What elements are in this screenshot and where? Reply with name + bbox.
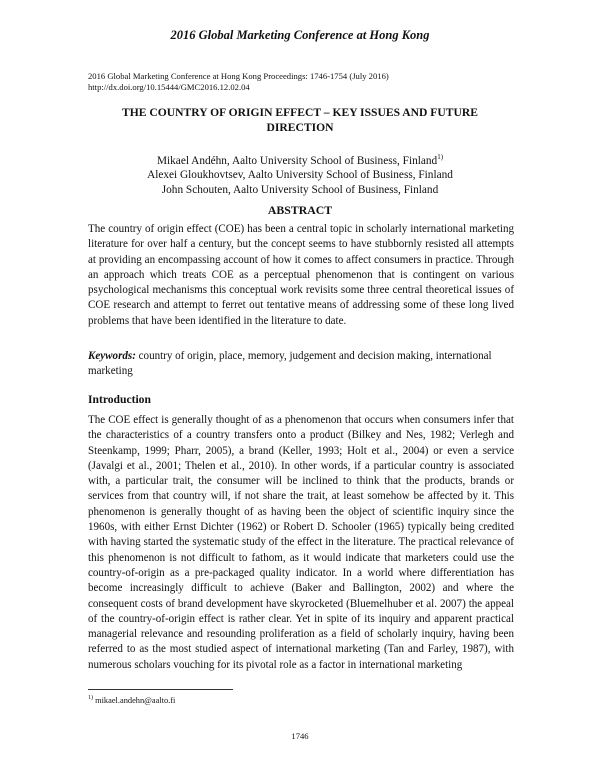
introduction-text: The COE effect is generally thought of as a phenomenon that occurs when consumers infer that the characteristics of a country transfers onto a product (Bilkey and Nes, 1982; Verlegh and Steenkamp, 1999; Pharr, 2005), a brand (Keller, 1993; Holt et al., 2004) or even a service (Javalgi et al., 2001; Thelen et al., 2010). In other words, if a particular country is associated with, a particular trait, the consumer will be inclined to think that the products, brands or services from that country will, if not share the trait, at least somehow be affected by it. This phenomenon is generally thought of as having been the object of scientific inquiry since the 1960s, with either Ernst Dichter (1962) or Robert D. Schooler (1965) typically being credited with having started the systematic study of the effect in the literature. The practical relevance of this phenomenon is not difficult to fathom, as it would indicate that marketers could use the country-of-origin as a pre-packaged quality indicator. In a world where differentiation has become increasingly difficult to achieve (Baker and Ballington, 2002) and where the consequent costs of brand development have skyrocketed (Bluemelhuber et al. 2007) the appeal of the country-of-origin effect is rather clear. Yet in spite of its inquiry and apparent practical managerial relevance and resounding proliferation as a field of scholarly inquiry, having been referred to as the most studied aspect of international marketing (Tan and Farley, 1987), with numerous scholars vouching for its pivotal role as a factor in international marketing — [88, 414, 514, 671]
footnote-divider — [88, 689, 233, 690]
doi-link[interactable]: http://dx.doi.org/10.15444/GMC2016.12.02.04 — [88, 82, 250, 92]
keywords — [88, 349, 514, 380]
proceedings-citation: 2016 Global Marketing Conference at Hong Kong Proceedings: 1746-1754 (July 2016) — [88, 71, 389, 81]
paper-title-line-2: DIRECTION — [266, 120, 334, 134]
abstract-heading: ABSTRACT — [267, 203, 333, 217]
footnote-marker[interactable]: 1) — [437, 153, 444, 161]
paper-title — [100, 106, 500, 135]
paper-title-line-1: THE COUNTRY OF ORIGIN EFFECT – KEY ISSUES AND FUTURE — [122, 106, 478, 119]
author-line: Mikael Andéhn, Aalto University School of Business, Finland$^{1)}$ — [156, 153, 444, 167]
author-line: Alexei Gloukhovtsev, Aalto University School of Business, Finland — [147, 169, 453, 182]
author-list — [60, 150, 540, 197]
footnote-marker-ref: 1) — [88, 695, 93, 701]
footnote — [88, 695, 175, 705]
running-header: 2016 Global Marketing Conference at Hong Kong — [170, 28, 430, 42]
introduction-heading: Introduction — [88, 393, 151, 406]
page-number: 1746 — [291, 731, 309, 741]
keywords-text: country of origin, place, memory, judgement and decision making, international marketing — [88, 350, 492, 378]
footnote-email[interactable]: mikael.andehn@aalto.fi — [93, 695, 176, 705]
abstract-text: The country of origin effect (COE) has been a central topic in scholarly international marketing literature for over half a century, but the concept seems to have stubbornly resisted all attempts at providing an encompassing account of how it comes to affect consumers in practice. Through an approach which treats COE as a perceptual phenomenon that is contingent on various psychological mechanisms this conceptual work revisits some three central theoretical issues of COE research and attempt to ferret out tentative means of addressing some of these long lived problems that have been identified in the literature to date. — [88, 223, 514, 327]
keywords-label: Keywords: — [88, 350, 136, 362]
proceedings-info — [88, 71, 518, 93]
author-line: John Schouten, Aalto University School of Business, Finland — [161, 183, 439, 196]
